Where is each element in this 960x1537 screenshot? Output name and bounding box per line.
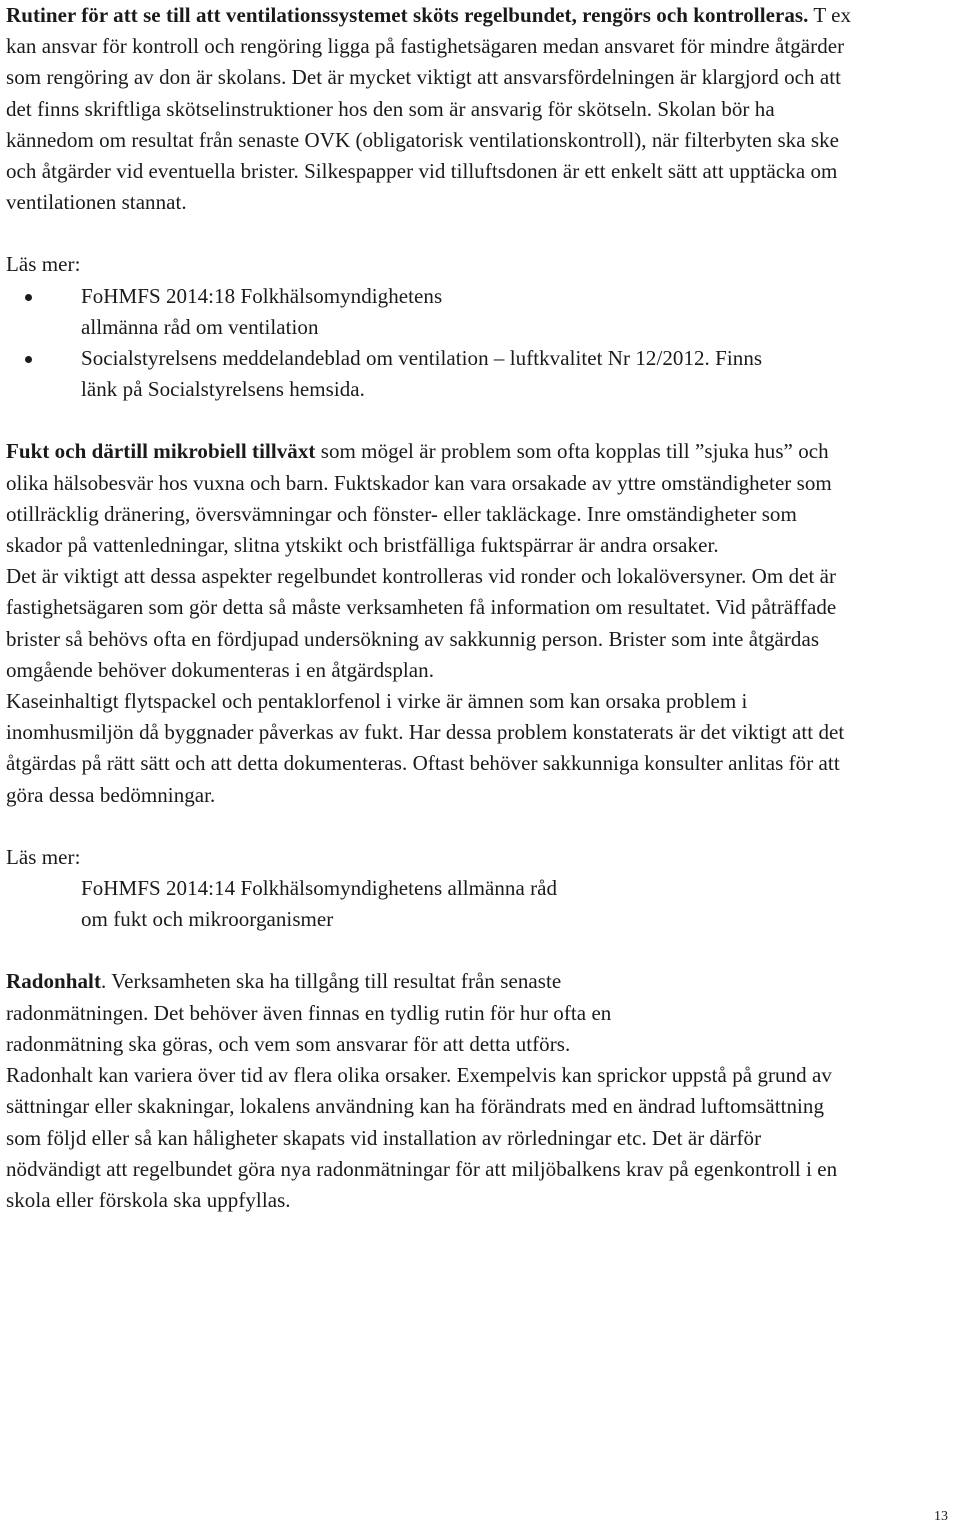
moisture-heading: Fukt och därtill mikrobiell tillväxt [6,439,316,464]
read-more-item [6,343,856,405]
page-number: 13 [934,1509,948,1524]
moisture-text: som mögel är problem som ofta kopplas till ”sjuka hus” och olika hälsobesvär hos vuxna och barn. Fuktskador kan vara orsakade av yttre omständigheter som otillräcklig dränering, översvämningar och fönster- eller takläckage. Inre omständigheter som skador på vattenledningar, slitna ytskikt och bristfälliga fuktspärrar är andra orsaker. [6,439,832,558]
radon-paragraph-2: Radonhalt kan variera över tid av flera olika orsaker. Exempelvis kan sprickor uppstå på grund av sättningar eller skakningar, lokalens användning kan ha förändrats med en ändrad luftomsättning som följd eller så kan håligheter skapats vid installation av rörledningar etc. Det är därför nödvändigt att regelbundet göra nya radonmätningar för att miljöbalkens krav på egenkontroll i en skola eller förskola ska uppfyllas. [6,1063,838,1212]
read-more-list-ventilation [6,281,856,406]
read-more-label-moisture: Läs mer: [6,844,81,869]
ventilation-paragraph [6,0,856,218]
read-more-moisture-line-2: om fukt och mikroorganismer [81,907,334,932]
read-more-item-text: Socialstyrelsens meddelandeblad om ventilation – luftkvalitet Nr 12/2012. Finns länk på Socialstyrelsens hemsida. [81,346,763,402]
moisture-paragraph [6,436,856,561]
ventilation-heading: Rutiner för att se till att ventilationssystemet sköts regelbundet, rengörs och kontrolleras. [6,3,809,27]
bullet-icon [25,356,32,363]
document-page [6,0,856,1216]
moisture-paragraph-3: Kaseinhaltigt flytspackel och pentaklorfenol i virke är ämnen som kan orsaka problem i inomhusmiljön då byggnader påverkas av fukt. Har dessa problem konstaterats är det viktigt att det åtgärdas på rätt sätt och att detta dokumenteras. Oftast behöver sakkunniga konsulter anlitas för att göra dessa bedömningar. [6,689,845,807]
read-more-item-text: FoHMFS 2014:18 Folkhälsomyndighetens allmänna råd om ventilation [81,283,443,339]
read-more-label-ventilation: Läs mer: [6,252,81,277]
bullet-icon [25,294,32,301]
read-more-item [6,281,856,343]
read-more-moisture-line-1: FoHMFS 2014:14 Folkhälsomyndighetens allmänna råd [81,876,558,901]
radon-paragraph [6,966,706,1060]
radon-text: . Verksamheten ska ha tillgång till resultat från senaste radonmätningen. Det behöver även finnas en tydlig rutin för hur ofta en radonmätning ska göras, och vem som ansvarar för att detta utförs. [6,969,612,1056]
moisture-paragraph-2: Det är viktigt att dessa aspekter regelbundet kontrolleras vid ronder och lokalöversyner. Om det är fastighetsägaren som gör detta så måste verksamheten få information om resultatet. Vid påträffade brister så behövs ofta en fördjupad undersökning av sakkunnig person. Brister som inte åtgärdas omgående behöver dokumenteras i en åtgärdsplan. [6,564,837,682]
ventilation-text: T ex kan ansvar för kontroll och rengöring ligga på fastighetsägaren medan ansvaret för mindre åtgärder som rengöring av don är skolans. Det är mycket viktigt att ansvarsfördelningen är klargjord och att det finns skriftliga skötselinstruktioner hos den som är ansvarig för skötseln. Skolan bör ha kännedom om resultat från senaste OVK (obligatorisk ventilationskontroll), när filterbyten ska ske och åtgärder vid eventuella brister. Silkespapper vid tilluftsdonen är ett enkelt sätt att upptäcka om ventilationen stannat. [6,3,852,215]
radon-heading: Radonhalt [6,969,101,994]
